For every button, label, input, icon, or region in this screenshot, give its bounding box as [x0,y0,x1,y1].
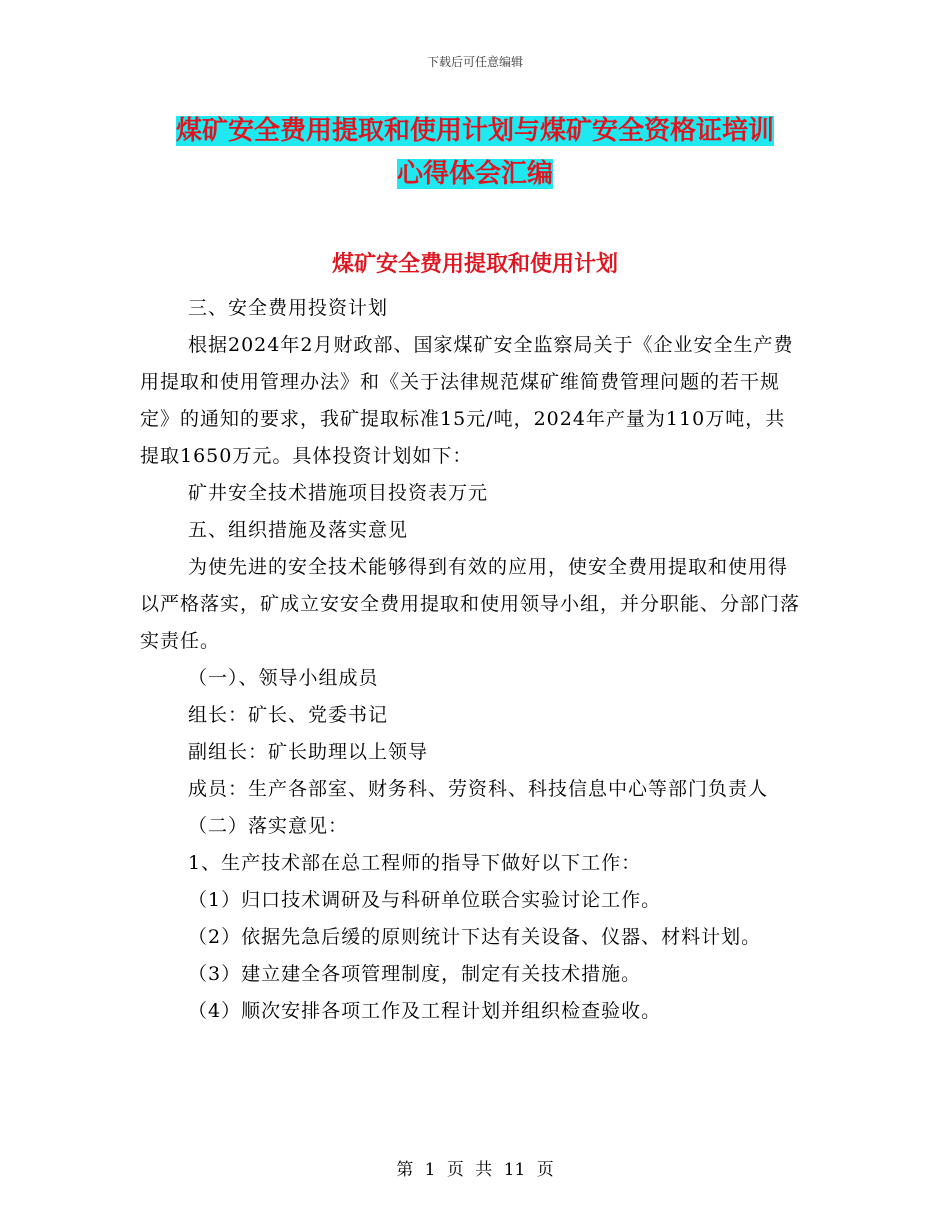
paragraph: 三、安全费用投资计划 [188,297,389,319]
paragraph: （3）建立建全各项管理制度，制定有关技术措施。 [188,963,642,985]
paragraph: （2）依据先急后缓的原则统计下达有关设备、仪器、材料计划。 [188,926,762,948]
page-header: 下载后可任意编辑 [426,55,523,69]
paragraph: 组长：矿长、党委书记 [188,704,389,726]
main-title-line2: 心得体会汇编 [396,159,553,189]
paragraph: 1、生产技术部在总工程师的指导下做好以下工作： [188,852,642,874]
paragraph: 五、组织措施及落实意见 [188,519,409,541]
body-text [140,290,805,1030]
paragraph: 副组长：矿长助理以上领导 [188,741,429,763]
paragraph: 矿井安全技术措施项目投资表万元 [188,482,489,504]
section-title: 煤矿安全费用提取和使用计划 [331,252,618,277]
main-title-line1: 煤矿安全费用提取和使用计划与煤矿安全资格证培训 [175,116,774,146]
paragraph: （一）、领导小组成员 [188,667,379,689]
paragraph: 为使先进的安全技术能够得到有效的应用，使安全费用提取和使用得以严格落实，矿成立安安全费用提取和使用领导小组，并分职能、分部门落实责任。 [140,556,801,652]
paragraph: 根据2024年2月财政部、国家煤矿安全监察局关于《企业安全生产费用提取和使用管理办法》和《关于法律规范煤矿维简费管理问题的若干规定》的通知的要求，我矿提取标准15元/吨，2024年产量为110万吨，共提取1650万元。具体投资计划如下： [140,334,794,467]
paragraph: （二）落实意见： [188,815,349,837]
page-footer: 第 1 页 共 11 页 [396,1160,554,1180]
paragraph: 成员：生产各部室、财务科、劳资科、科技信息中心等部门负责人 [188,778,769,800]
paragraph: （1）归口技术调研及与科研单位联合实验讨论工作。 [188,889,662,911]
main-title [140,110,810,196]
paragraph: （4）顺次安排各项工作及工程计划并组织检查验收。 [188,1000,662,1022]
